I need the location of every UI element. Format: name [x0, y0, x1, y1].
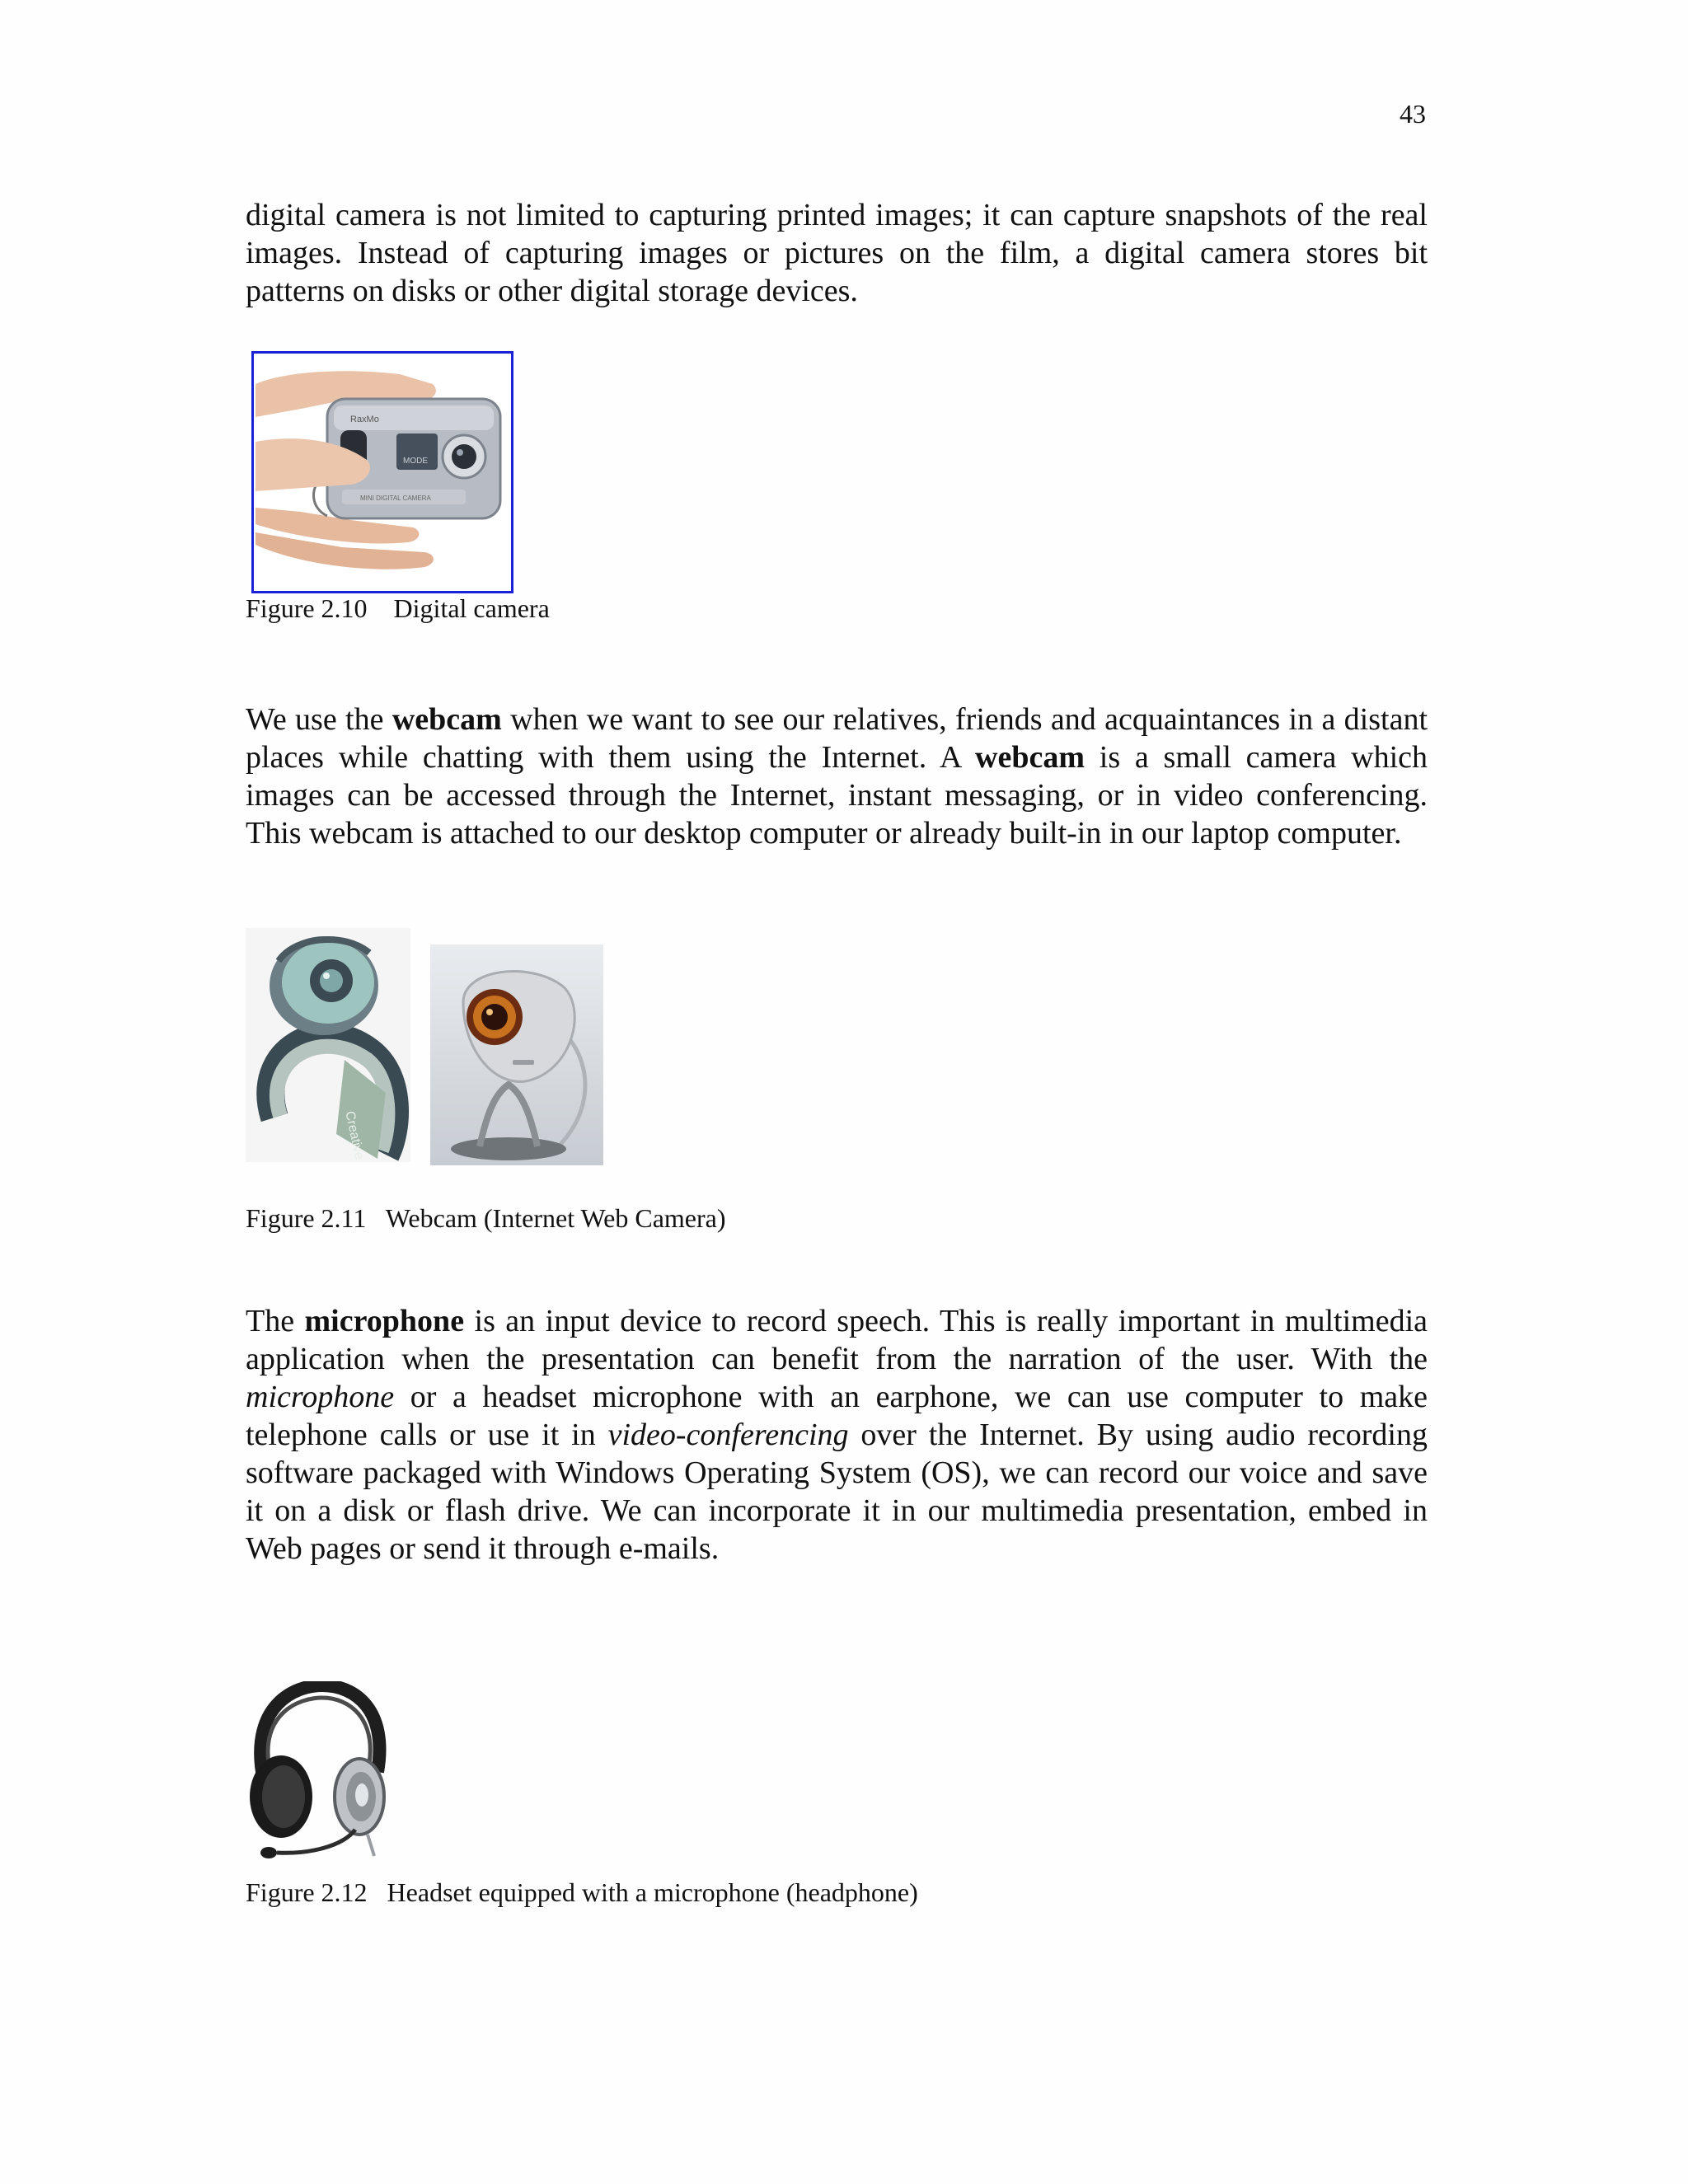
text-run: is a small camera which images can be accessed through the Internet, instant messaging, or in video conferencing. This webcam is attached to our desktop computer or already built-in in our laptop computer.: [246, 740, 1428, 851]
paragraph-microphone: [246, 1302, 1428, 1568]
figure-2-11-number: Figure 2.11: [246, 1203, 367, 1233]
text-run: We use the: [246, 702, 392, 737]
text-run: when we want to see our relatives, friends and acquaintances in a distant places while chatting with them using the Internet. A: [246, 702, 1428, 775]
digital-camera-image: [251, 351, 513, 593]
webcam-image-1: [246, 928, 410, 1162]
camera-model: MODE: [403, 457, 428, 466]
figure-2-12-text: Headset equipped with a microphone (headphone): [387, 1877, 918, 1907]
page-number: 43: [1400, 99, 1426, 129]
paragraph-digital-camera: digital camera is not limited to capturing printed images; it can capture snapshots of the real images. Instead of capturing images or pictures on the film, a digital camera stores bit patterns on disks or other digital storage devices.: [246, 198, 1428, 308]
caption-figure-2-12: [246, 1877, 918, 1908]
paragraph-webcam: [246, 701, 1428, 852]
caption-figure-2-11: [246, 1203, 726, 1234]
figure-2-12-number: Figure 2.12: [246, 1877, 368, 1907]
text-run: is an input device to record speech. This is really important in multimedia application when the presentation can benefit from the narration of the user. With the: [246, 1304, 1428, 1376]
bold-webcam: webcam: [975, 740, 1085, 775]
webcam-image-2: [430, 944, 603, 1165]
figure-2-11-text: Webcam (Internet Web Camera): [385, 1203, 726, 1233]
text-run: or a headset microphone with an earphone, we can use computer to make telephone calls or use it in: [246, 1380, 1428, 1452]
webcam-brand: Creative: [342, 1109, 367, 1161]
caption-figure-2-10: [246, 593, 550, 624]
italic-microphone: microphone: [246, 1380, 395, 1414]
text-run: The: [246, 1304, 305, 1338]
figure-2-10-number: Figure 2.10: [246, 593, 368, 623]
headset-image: [244, 1681, 392, 1861]
italic-video-conferencing: video-conferencing: [607, 1418, 849, 1452]
bold-webcam: webcam: [392, 702, 502, 737]
text-run: over the Internet. By using audio recording software packaged with Windows Operating System (OS), we can record our voice and save it on a disk or flash drive. We can incorporate it in our multimedia presentation, embed in Web pages or send it through e-mails.: [246, 1418, 1428, 1566]
bold-microphone: microphone: [304, 1304, 465, 1338]
camera-brand: RaxMo: [350, 415, 379, 424]
figure-2-10-text: Digital camera: [393, 593, 550, 623]
camera-label: MINI DIGITAL CAMERA: [360, 494, 431, 502]
